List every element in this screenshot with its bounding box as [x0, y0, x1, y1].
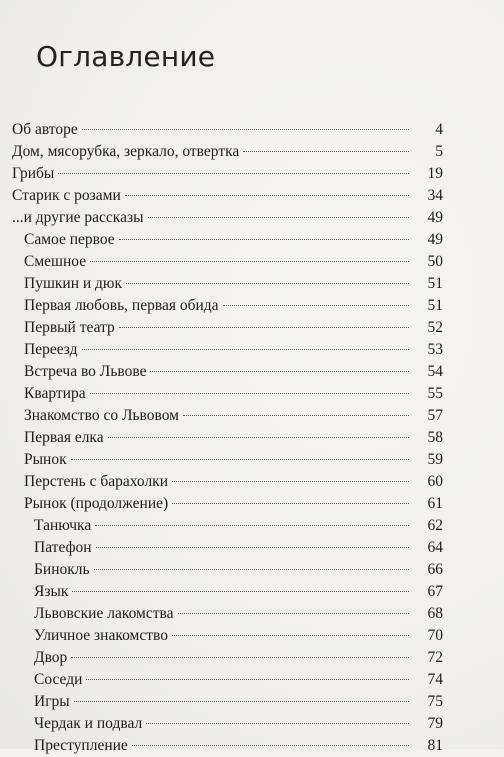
toc-subentry — [24, 297, 443, 317]
toc-subentry — [34, 627, 443, 647]
toc-subentry — [24, 473, 443, 493]
toc-entry-page: 52 — [427, 319, 443, 336]
dot-leader — [74, 701, 409, 702]
dot-leader — [178, 613, 410, 614]
toc-entry-title: Чердак и подвал — [34, 715, 143, 732]
toc-entry-title: Двор — [34, 649, 68, 666]
dot-leader — [94, 569, 409, 570]
dot-leader — [183, 415, 409, 416]
toc-subentry — [34, 583, 443, 603]
toc-entry-page: 68 — [427, 605, 443, 622]
toc-entry-title: Старик с розами — [12, 187, 121, 204]
toc-entry-page: 72 — [427, 649, 443, 666]
toc-subentry — [24, 495, 443, 515]
toc-entry-title: Соседи — [34, 671, 83, 688]
toc-subentry — [24, 407, 443, 427]
toc-entry-title: Бинокль — [34, 561, 90, 578]
toc-entry-page: 5 — [435, 143, 443, 160]
dot-leader — [96, 547, 409, 548]
toc-entry-page: 34 — [427, 187, 443, 204]
toc-subentry — [34, 561, 443, 581]
toc-subentry — [24, 451, 443, 471]
toc-entry-title: Первый театр — [24, 319, 115, 336]
toc-subentry — [24, 341, 443, 361]
toc-entry-page: 55 — [427, 385, 443, 402]
dot-leader — [172, 503, 409, 504]
toc-entry-title: Грибы — [12, 165, 55, 182]
toc-subentry — [24, 275, 443, 295]
toc-entry-page: 53 — [427, 341, 443, 358]
dot-leader — [82, 349, 409, 350]
toc-entry-title: Встреча во Львове — [24, 363, 147, 380]
dot-leader — [119, 327, 409, 328]
toc-entry-page: 81 — [427, 737, 443, 754]
toc-entry-title: Патефон — [34, 539, 92, 556]
toc-subentry — [34, 671, 443, 691]
toc-entry — [12, 143, 443, 163]
dot-leader — [82, 129, 409, 130]
toc-entry — [12, 121, 443, 141]
toc-entry-page: 62 — [427, 517, 443, 534]
toc-entry-page: 70 — [427, 627, 443, 644]
toc-subentry — [34, 649, 443, 669]
toc-entry-title: Уличное знакомство — [34, 627, 168, 644]
toc-entry-title: Рынок (продолжение) — [24, 495, 169, 512]
toc-entry-page: 75 — [427, 693, 443, 710]
dot-leader — [126, 283, 409, 284]
toc-subentry — [24, 385, 443, 405]
toc-entry — [12, 187, 443, 207]
toc-subentry — [24, 253, 443, 273]
toc-entry — [12, 165, 443, 185]
toc-entry-page: 50 — [427, 253, 443, 270]
toc-entry-page: 58 — [427, 429, 443, 446]
toc-entry-page: 79 — [427, 715, 443, 732]
toc-entry-title: Игры — [34, 693, 70, 710]
toc-entry-title: Смешное — [24, 253, 87, 270]
toc-entry-page: 59 — [427, 451, 443, 468]
toc-entry-page: 57 — [427, 407, 443, 424]
toc-entry-page: 64 — [427, 539, 443, 556]
dot-leader — [71, 657, 409, 658]
dot-leader — [146, 723, 409, 724]
toc-entry-title: Преступление — [34, 737, 128, 754]
toc-entry-title: Первая любовь, первая обида — [24, 297, 219, 314]
toc-entry-page: 19 — [427, 165, 443, 182]
dot-leader — [223, 305, 409, 306]
toc-entry-page: 51 — [427, 297, 443, 314]
toc-subentry — [24, 429, 443, 449]
toc-entry-page: 49 — [427, 209, 443, 226]
toc-entry-page: 49 — [427, 231, 443, 248]
toc-entry-title: Язык — [34, 583, 69, 600]
dot-leader — [90, 393, 409, 394]
dot-leader — [90, 261, 409, 262]
toc-entry-page: 66 — [427, 561, 443, 578]
toc-entry-page: 4 — [435, 121, 443, 138]
dot-leader — [95, 525, 409, 526]
dot-leader — [132, 745, 409, 746]
toc-subentry — [24, 363, 443, 383]
toc-entry-page: 67 — [427, 583, 443, 600]
dot-leader — [243, 151, 409, 152]
dot-leader — [125, 195, 409, 196]
dot-leader — [71, 459, 409, 460]
toc-entry-title: Пушкин и дюк — [24, 275, 123, 292]
toc-entry-title: ...и другие рассказы — [12, 209, 144, 226]
dot-leader — [86, 679, 409, 680]
toc-subentry — [34, 539, 443, 559]
toc-subentry — [34, 737, 443, 757]
toc-entry-title: Дом, мясорубка, зеркало, отвертка — [12, 143, 240, 160]
toc-entry-page: 74 — [427, 671, 443, 688]
dot-leader — [172, 481, 409, 482]
toc-subentry — [24, 319, 443, 339]
dot-leader — [108, 437, 409, 438]
toc-subentry — [34, 693, 443, 713]
toc-entry-title: Перстень с барахолки — [24, 473, 169, 490]
dot-leader — [172, 635, 409, 636]
toc-entry-page: 54 — [427, 363, 443, 380]
toc-entry-title: Знакомство со Львовом — [24, 407, 179, 424]
toc-subentry — [34, 715, 443, 735]
toc-entry-page: 61 — [427, 495, 443, 512]
page-title: Оглавление — [36, 40, 216, 73]
dot-leader — [119, 239, 409, 240]
toc-entry-title: Танючка — [34, 517, 92, 534]
toc-entry-page: 60 — [427, 473, 443, 490]
dot-leader — [72, 591, 409, 592]
toc-entry-title: Квартира — [24, 385, 86, 402]
toc-subentry — [34, 517, 443, 537]
toc-entry — [12, 209, 443, 229]
toc-entry-title: Переезд — [24, 341, 78, 358]
toc-entry-title: Рынок — [24, 451, 67, 468]
toc-entry-title: Львовские лакомства — [34, 605, 174, 622]
toc-entry-page: 51 — [427, 275, 443, 292]
dot-leader — [148, 217, 410, 218]
toc-subentry — [24, 231, 443, 251]
toc-entry-title: Самое первое — [24, 231, 115, 248]
toc-subentry — [34, 605, 443, 625]
toc-entry-title: Первая елка — [24, 429, 104, 446]
toc-entry-title: Об авторе — [12, 121, 78, 138]
dot-leader — [58, 173, 409, 174]
dot-leader — [150, 371, 409, 372]
